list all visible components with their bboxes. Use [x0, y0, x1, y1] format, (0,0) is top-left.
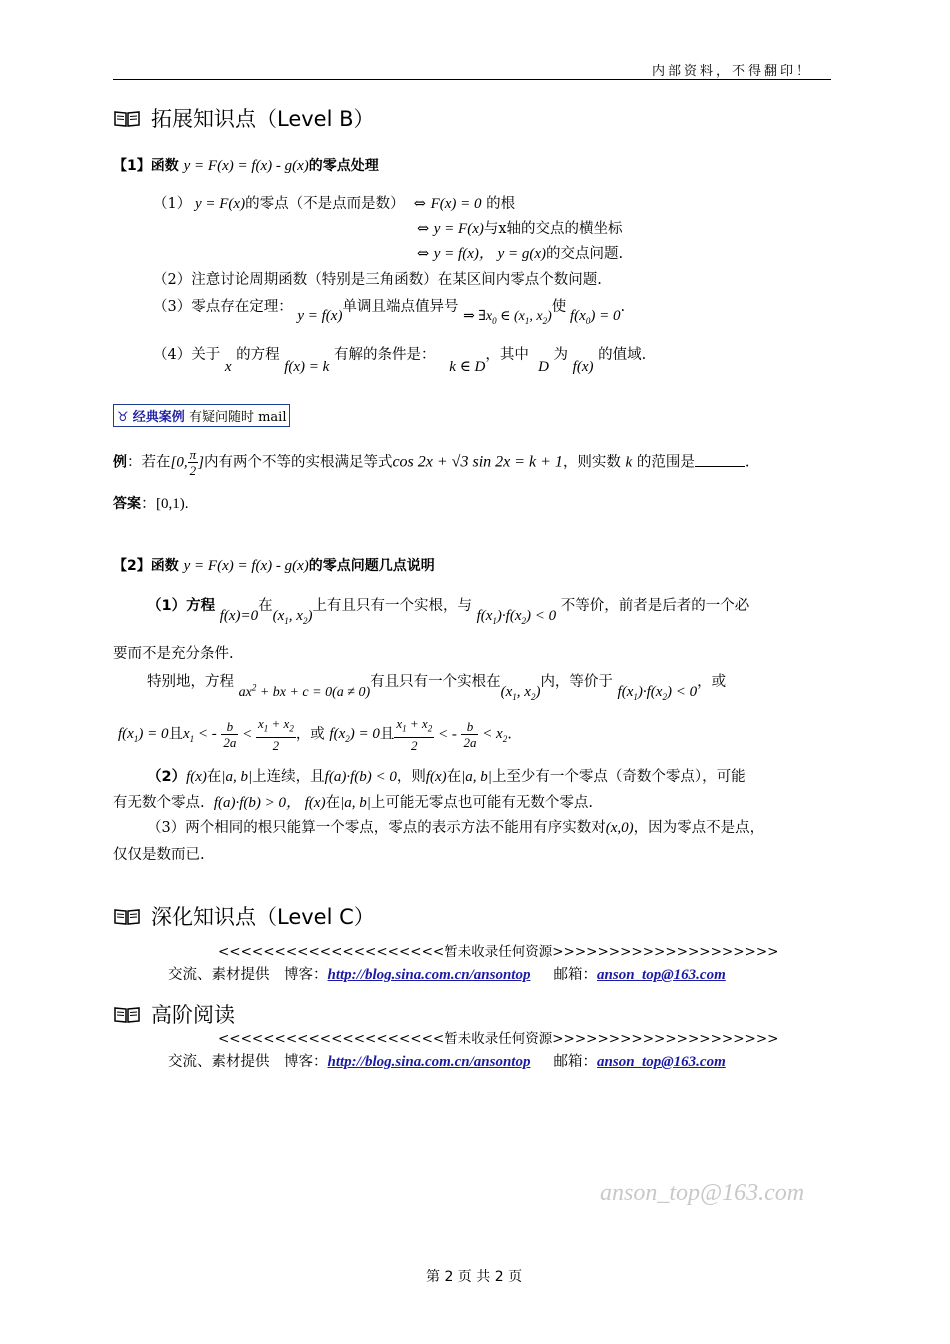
item1-heading-suffix: 的零点处理	[308, 158, 379, 174]
section-b-title: 拓展知识点（Level B）	[151, 107, 375, 131]
item1-line5: （3）零点存在定理： y = f(x)单调且端点值异号 ⇒ $\exists x_0$ ∈ ($x_1$, $x_2$)使 $f(x_0) = 0$.	[153, 299, 626, 326]
item2-p3-eq2: $f(x_2) = 0$	[329, 726, 380, 745]
section-b-heading	[113, 103, 375, 133]
item2-p4-interval: |a, b|	[221, 769, 253, 785]
item1-line1-formula: y = F(x)	[191, 196, 246, 212]
example-question-text3: ，则实数	[562, 454, 621, 471]
item1-line6-eq: f(x) = k	[284, 359, 330, 375]
item2-p4-product2: f(a)·f(b) > 0， f(x)	[213, 795, 326, 811]
mail-label: 邮箱：	[553, 1054, 598, 1070]
item2-p2	[147, 670, 727, 702]
item1-line2-formula: y = F(x)	[433, 221, 484, 237]
item2-p1-interval: ($x_1$, $x_2$)	[272, 608, 313, 626]
example-question-text4: 的范围是	[636, 454, 695, 471]
item2-formula: y = F(x) = f(x) - g(x)	[183, 558, 309, 574]
item2-p5-pair: (x,0)	[605, 820, 634, 836]
item2-p4-fx: f(x)	[186, 769, 207, 785]
item2-p2-interval: ($x_1$, $x_2$)	[500, 684, 541, 702]
mail-link[interactable]: anson_top@163.com	[597, 1054, 726, 1070]
item2-p3-frac2: $\frac{x_1 + x_2}{2}$	[257, 716, 294, 753]
item2-p3-frac1: $\frac{b}{2a}$	[223, 718, 237, 750]
item1-heading	[113, 155, 379, 175]
item2-p2-product: $f(x_1)\cdot f(x_2) < 0$	[617, 684, 698, 702]
item2-p3-text1: 且	[168, 726, 183, 743]
item1-heading-prefix: 【1】函数	[113, 158, 179, 174]
item1-line5-f: y = f(x)	[297, 308, 343, 324]
item1-line1	[153, 192, 515, 213]
section-d-contact-label: 交流、素材提供 博客：	[168, 1054, 328, 1070]
item2-p1-text3: 不等价，前者是后者的一个必	[560, 598, 750, 614]
section-d-title: 高阶阅读	[151, 1003, 235, 1027]
page-number: 第 2 页 共 2 页	[426, 1269, 523, 1285]
iff-icon: ⇔	[417, 246, 434, 262]
item2-p4-text2: 上连续，且	[252, 769, 325, 785]
item2-heading-suffix: 的零点问题几点说明	[308, 558, 435, 574]
item2-p4	[147, 765, 746, 786]
item1-line6-text2: 有解的条件是：	[333, 347, 436, 363]
section-c-title: 深化知识点（Level C）	[151, 905, 375, 929]
item2-p3-text2: ，或	[295, 726, 325, 743]
example-interval-frac: $\frac{\pi}{2}$	[189, 447, 197, 478]
item1-line3-text: 的交点问题.	[546, 246, 624, 262]
item2-p4-text1: 在	[206, 769, 222, 785]
item1-line6	[153, 343, 647, 375]
item2-p3-ineq1: $x_1$ < -	[182, 726, 217, 745]
item1-line6-text3: ，其中	[485, 347, 529, 363]
example-answer-value: ：[0,1).	[141, 496, 189, 512]
item2-p4-product: f(a)·f(b) < 0	[324, 769, 397, 785]
item2-p2-text4: ，或	[697, 674, 727, 690]
example-answer	[113, 492, 189, 513]
item2-p1-eq: f(x)=0	[219, 608, 259, 624]
item1-line4: （2）注意讨论周期函数（特别是三角函数）在某区间内零点个数问题.	[153, 272, 602, 288]
item2-p3-text3: 且	[379, 726, 395, 743]
section-d-contact	[168, 1050, 726, 1071]
section-c-placeholder: <<<<<<<<<<<<<<<<<<<<暂未收录任何资源>>>>>>>>>>>>>>>>>>>>	[218, 944, 779, 960]
example-badge-title: 经典案例	[132, 410, 185, 425]
item2-p2-text1: 特别地，方程	[147, 674, 234, 690]
section-d-placeholder: <<<<<<<<<<<<<<<<<<<<暂未收录任何资源>>>>>>>>>>>>>>>>>>>>	[218, 1031, 779, 1047]
item1-line1-label: （1）	[153, 196, 192, 212]
book-icon	[113, 1006, 141, 1024]
item2-p2-text3: 内，等价于	[540, 674, 613, 690]
item2-p4-interval2: |a, b|	[461, 769, 492, 785]
header-note: 内部资料，不得翻印！	[651, 64, 812, 79]
item1-line5-exists: ⇒ $\exists x_0$ ∈ ($x_1$, $x_2$)	[463, 309, 552, 326]
mail-label: 邮箱：	[553, 967, 598, 983]
section-c-heading	[113, 901, 375, 931]
item1-line2	[417, 217, 623, 238]
item2-p4-text4: 在	[446, 769, 462, 785]
item2-p3-frac3: $\frac{x_1 + x_2}{2}$	[396, 716, 433, 753]
item2-p1-cont: 要而不是充分条件.	[113, 646, 234, 662]
iff-icon: ⇔	[417, 221, 434, 237]
item2-p4-text5: 上至少有一个零点（奇数个零点），可能	[491, 769, 746, 785]
item1-line6-text4: 为	[553, 347, 569, 363]
item2-p2-quadratic: $ax^2$ + bx + c = 0(a ≠ 0)	[238, 682, 371, 700]
item2-p2-text2: 有且只有一个实根在	[370, 674, 501, 690]
item1-line6-d: D	[538, 359, 549, 375]
item1-line1-eq: F(x) = 0	[430, 196, 482, 212]
example-answer-label: 答案	[113, 496, 141, 512]
example-interval: [0,	[170, 454, 188, 471]
item2-p4-text3: ，则	[396, 769, 426, 785]
item1-line5-use: 使	[551, 299, 567, 315]
item1-line6-cond: k ∈ D	[449, 359, 486, 375]
example-badge-note: 有疑问随时 mail	[188, 410, 287, 425]
item2-p4-text8: 上可能无零点也可能有无数个零点.	[370, 795, 593, 811]
item1-line6-text5: 的值域.	[598, 347, 647, 363]
item1-line2-text: 与x轴的交点的横坐标	[483, 221, 623, 237]
item2-p5	[147, 816, 764, 837]
item1-line3	[417, 242, 623, 263]
blog-link[interactable]: http://blog.sina.com.cn/ansontop	[327, 967, 531, 983]
item1-line5-text: 单调且端点值异号	[342, 299, 459, 315]
item1-line5-zero: $f(x_0) = 0$	[566, 308, 621, 326]
section-d-heading	[113, 999, 235, 1029]
item1-formula: y = F(x) = f(x) - g(x)	[183, 158, 309, 174]
item2-p4-interval3: |a, b|	[340, 795, 371, 811]
item2-p1-text2: 上有且只有一个实根，与	[312, 598, 472, 614]
item1-line1-end: 的根	[486, 196, 516, 212]
example-question: 例：若在[0, $\frac{\pi}{2}$ ]内有两个不等的实根满足等式cos 2x + √3 sin 2x = k + 1，则实数 k 的范围是 .	[113, 447, 750, 478]
iff-icon: ⇔	[409, 196, 431, 212]
item2-p1	[147, 594, 750, 626]
item2-p1-product: $f(x_1)\cdot f(x_2) < 0$	[476, 608, 557, 626]
blog-link[interactable]: http://blog.sina.com.cn/ansontop	[327, 1054, 531, 1070]
example-k: k	[625, 454, 633, 471]
item1-line6-text1: 的方程	[236, 347, 280, 363]
item1-line5-label: （3）零点存在定理：	[153, 299, 293, 315]
mail-link[interactable]: anson_top@163.com	[597, 967, 726, 983]
book-icon	[113, 110, 141, 128]
item2-p1-label: （1）方程	[147, 598, 216, 614]
item2-heading	[113, 555, 435, 575]
item2-p3-eq1: $f(x_1) = 0$	[118, 726, 169, 745]
item2-p3: $f(x_1) = 0$且$x_1$ < - $\frac{b}{2a}$ < $\frac{x_1 + x_2}{2}$ ，或 $f(x_2) = 0$且 $\frac{x_1 + x_2}{2}$ < - $\frac{b}{2a}$ < $x_2$.	[118, 716, 512, 753]
example-equation: cos 2x + √3 sin 2x = k + 1	[392, 453, 563, 471]
item2-heading-prefix: 【2】函数	[113, 558, 179, 574]
watermark: anson_top@163.com	[600, 1180, 805, 1206]
item2-p4-label: （2）	[147, 769, 187, 785]
header-rule	[113, 79, 831, 80]
example-question-label: 例	[113, 454, 127, 471]
taurus-icon: ♉	[117, 410, 129, 425]
example-question-text2: 内有两个不等的实根满足等式	[203, 454, 393, 471]
item2-p5-text1: （3）两个相同的根只能算一个零点，零点的表示方法不能用有序实数对	[147, 820, 606, 836]
item1-line6-label: （4）关于	[153, 347, 221, 363]
item2-p4-text7: 在	[325, 795, 341, 811]
book-icon	[113, 908, 141, 926]
item2-p3-frac4: $\frac{b}{2a}$	[463, 718, 477, 750]
item1-line3-formula: y = f(x)， y = g(x)	[433, 246, 547, 262]
answer-blank	[695, 452, 745, 467]
item1-line6-fx: f(x)	[572, 359, 594, 375]
item2-p4-text6: 有无数个零点.	[113, 795, 205, 811]
section-c-contact-label: 交流、素材提供 博客：	[168, 967, 328, 983]
item2-p4-cont	[113, 791, 593, 812]
item2-p5-cont: 仅仅是数而已.	[113, 847, 205, 863]
item1-line1-text: 的零点（不是点而是数）	[245, 196, 405, 212]
item2-p5-text2: ，因为零点不是点，	[633, 820, 765, 836]
item2-p4-fx2: f(x)	[425, 769, 447, 785]
item1-line6-x: x	[224, 359, 232, 375]
section-c-contact	[168, 963, 726, 984]
example-question-text1: ：若在	[127, 454, 171, 471]
item2-p1-text1: 在	[258, 598, 273, 614]
example-badge	[113, 404, 290, 427]
